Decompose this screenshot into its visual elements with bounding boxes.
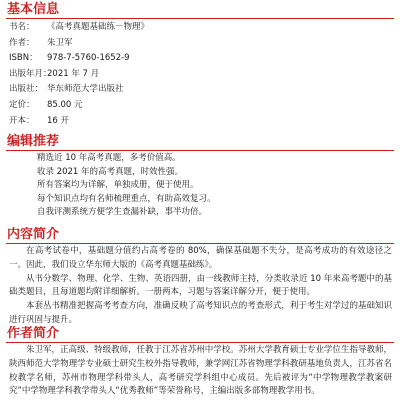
info-row-price xyxy=(6,98,394,114)
content-paragraph: 本套丛书精准把握高考考查方向，准确反映了高考知识点的考查形式，利于考生对学过的基础知识进行巩固与提升。 xyxy=(9,301,392,325)
info-label: 开本： xyxy=(9,115,35,126)
info-value: 《高考真题基础练－物理》 xyxy=(47,22,150,32)
section-divider xyxy=(6,243,394,244)
info-label: 作者： xyxy=(9,37,35,48)
section-title-content-intro: 内容简介 xyxy=(7,227,60,242)
info-label: 出版社： xyxy=(9,84,44,95)
info-row-author xyxy=(6,36,394,52)
info-value: 85.00 元 xyxy=(47,99,83,110)
section-title-basic-info: 基本信息 xyxy=(7,2,60,17)
info-row-isbn xyxy=(6,51,394,67)
info-value: 16 开 xyxy=(47,115,70,126)
basic-info-section xyxy=(6,2,394,134)
recommendation-line: 收录 2021 年的高考真题，时效性强。 xyxy=(37,166,184,177)
info-label: 书名： xyxy=(9,22,35,32)
recommendation-line: 所有答案均为详解，单独成册，便于使用。 xyxy=(37,180,199,191)
info-row-format xyxy=(6,114,394,130)
section-title-editor-rec: 编辑推荐 xyxy=(7,134,60,149)
info-row-title xyxy=(6,20,394,36)
content-paragraph: 在高考试卷中，基础题分值约占高考卷的 80%，确保基础题不失分，是高考成功的有效途径之一。因此，我们设立华东师大版的《高考真题基础练》。 xyxy=(9,246,392,270)
info-label: ISBN： xyxy=(9,53,38,64)
basic-info-list xyxy=(6,20,394,129)
info-label: 出版年月： xyxy=(9,68,52,79)
content-paragraph: 从书分数学、物理、化学、生物、英语四册，由一线教师主持，分类收录近 10 年来高考题中的基础类题目，且每道题均附详细解析。一册两本，习题与答案详解分开，便于使用。 xyxy=(9,273,392,298)
info-value: 978-7-5760-1652-9 xyxy=(47,53,130,64)
info-row-publisher xyxy=(6,82,394,98)
content-intro-section xyxy=(6,227,394,326)
editor-recommendation-section xyxy=(6,134,394,227)
info-row-pub-date xyxy=(6,67,394,83)
recommendation-line: 精选近 10 年高考真题，多考价值高。 xyxy=(37,153,181,163)
section-title-author-intro: 作者简介 xyxy=(7,326,60,341)
section-divider xyxy=(6,342,394,343)
recommendation-line: 每个知识点均有名师梳理重点，有助高效复习。 xyxy=(37,193,216,204)
author-paragraph: 朱卫军，正高级、特级教师，任教于江苏省苏州中学校。苏州大学教育硕士专业学位生指导教师，陕西师范大学物理学专业硕士研究生校外指导教师，兼学网江苏省物理学科教研基地负责人，江苏省名校教学名师，苏州市物理学科带头人，高考研究学科组中心成员。先后被评为“中学物理教学教案研究”中学物理学科教学带头人“优秀教师”等荣誉称号，主编出版多部物理教学用书。 xyxy=(9,345,392,397)
section-divider xyxy=(6,150,394,151)
author-intro-section xyxy=(6,326,394,400)
section-divider xyxy=(6,18,394,19)
info-value: 2021 年 7 月 xyxy=(47,68,100,79)
info-label: 定价： xyxy=(9,99,35,110)
info-value: 朱卫军 xyxy=(47,37,73,48)
recommendation-line: 自我评测系统方便学生查漏补缺，事半功倍。 xyxy=(37,207,208,218)
info-value: 华东师范大学出版社 xyxy=(47,84,124,95)
